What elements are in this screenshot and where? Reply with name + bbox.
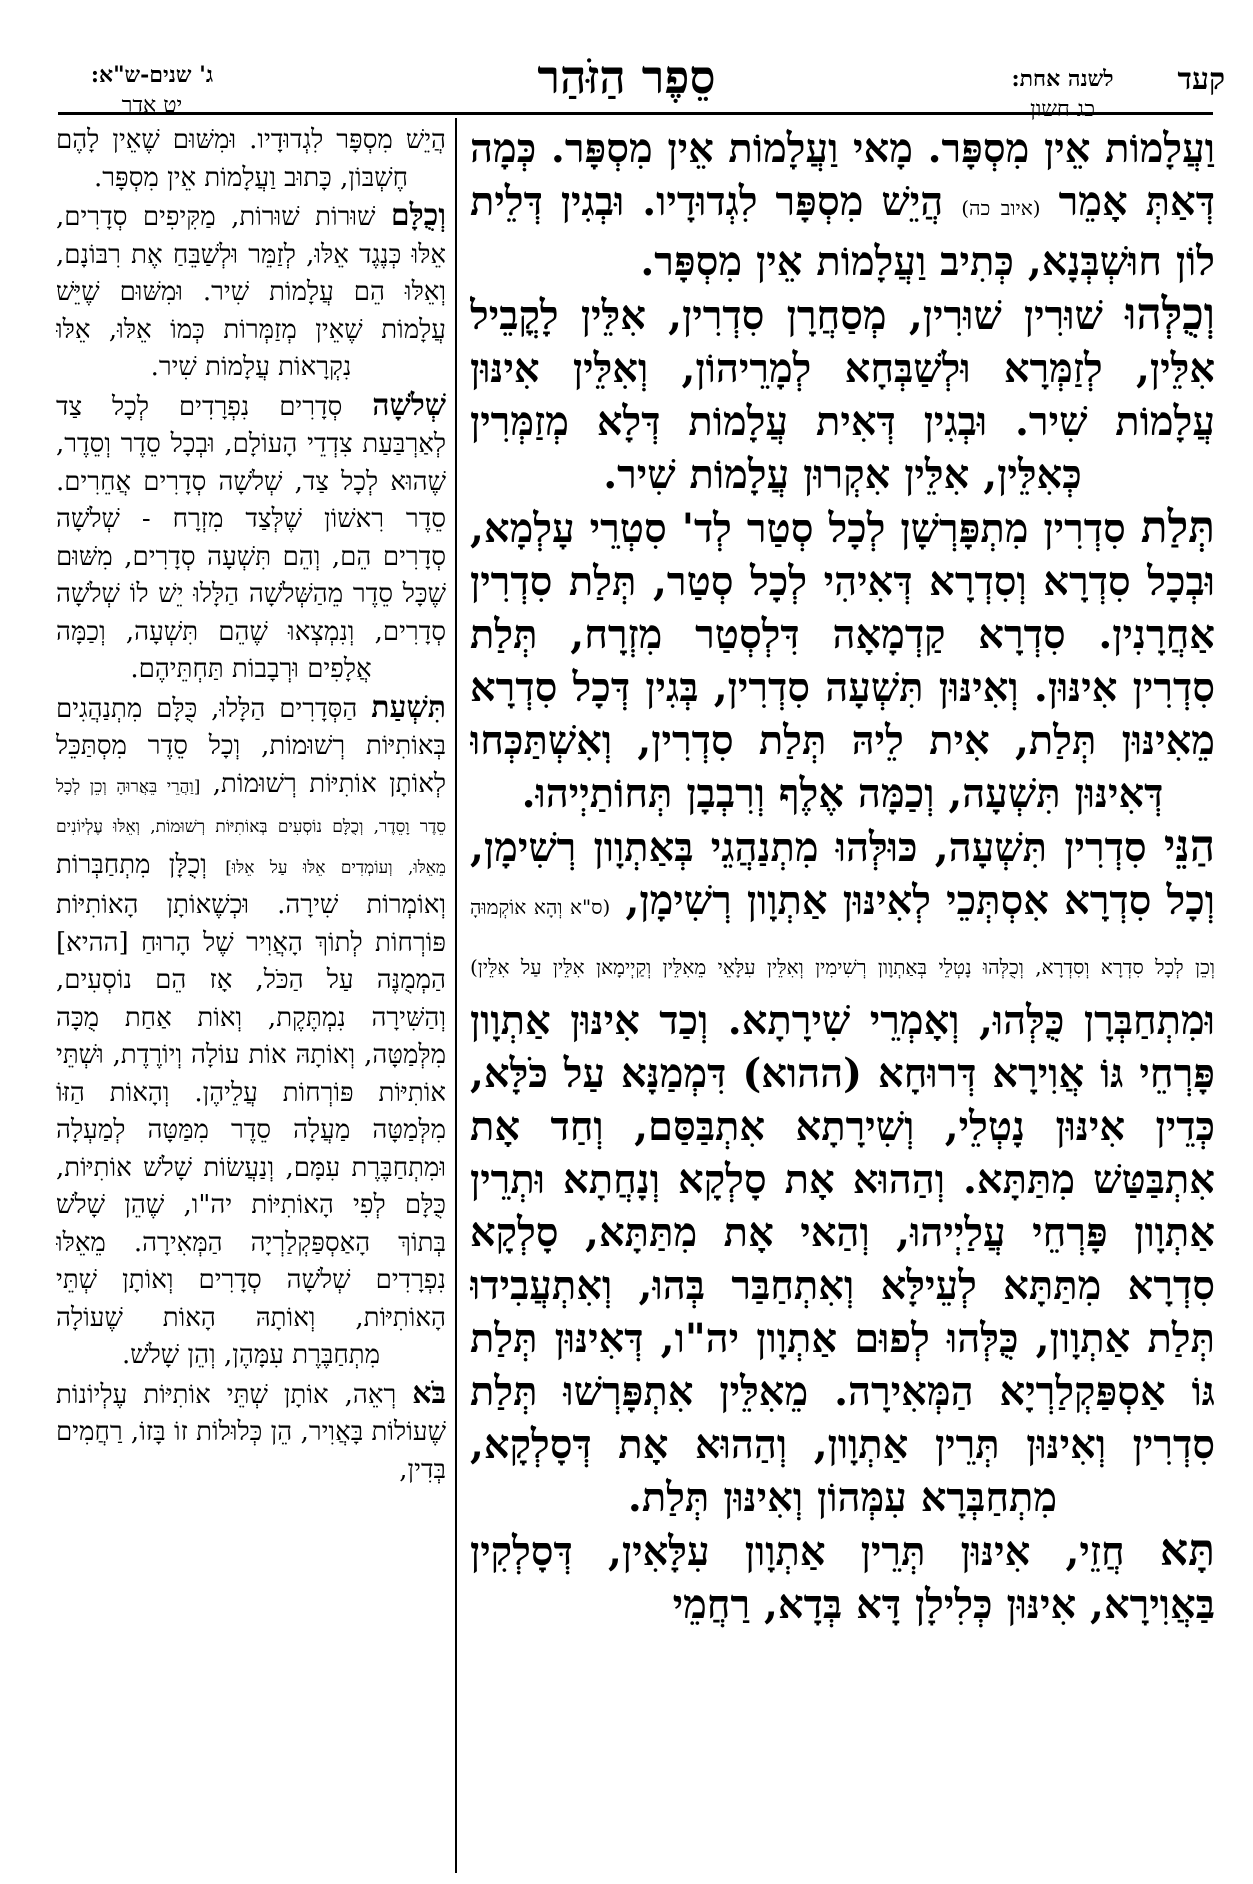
hebrew-translation-column (56, 122, 446, 1877)
paragraph-lead-word: וְכֻלָּם (390, 198, 446, 233)
header-rule (58, 112, 1213, 115)
header-left (62, 62, 242, 118)
paragraph-lead-word: הַנֵּי (1163, 821, 1215, 872)
main-paragraph-4: הַנֵּי סִדְרִין תִּשְׁעָה, כּוּלְּהוּ מִתְנַהֲגֵי בְּאַתְוָון רְשִׁימָן, וְכָל סִדְרָא אִסְתְּכֵי לְאִינּוּן אַתְוָון רְשִׁימָן, (ס"א וְהָא אוֹקְמוּהָ וְכֵן לְכָל סִדְרָא וְסִדְרָא, וְכֻלְּהוּ נָטְלֵי בְּאַתְוָון רְשִׁימִין וְאִלֵּין עִלָּאֵי מֵאִלֵּין וְקַיְימָאן אִלֵּין עַל אִלֵּין) וּמִתְחַבְּרָן כֻּלְּהוּ, וְאָמְרֵי שִׁירָתָא. וְכַד אִינּוּן אַתְוָון פָּרְחֵי גּוֹ אֲוִירָא דְּרוּחָא (ההוא) דִּמְמַנָּא עַל כֹּלָּא, כְּדֵין אִינּוּן נָטְלֵי, וְשִׁירָתָא אִתְבַּסַּם, וְחַד אָת אִתְבַּטַּשׁ מִתַּתָּא. וְהַהוּא אָת סָלְקָא וְנָחֲתָא וּתְרֵין אַתְוָון פָּרְחֵי עֲלַיְיהוּ, וְהַאי אָת מִתַּתָּא, סָלְקָא סִדְרָא מִתַּתָּא לְעֵילָּא וְאִתְחַבַּר בְּהוּ, וְאִתְעֲבִידוּ תְּלַת אַתְוָון, כֻּלְּהוּ לְפוּם אַתְוָון יה"ו, דְּאִינּוּן תְּלַת גּוֹ אַסְפַּקְלַרְיָא הַמְּאִירָה. מֵאִלֵּין אִתְפָּרְשׁוּ תְּלַת סִדְרִין וְאִינּוּן תְּרֵין אַתְוָון, וְהַהוּא אָת דְּסָלְקָא, מִתְחַבְּרָא עִמְּהוֹן וְאִינּוּן תְּלַת. (470, 821, 1215, 1521)
variant-note: (ס"א וְהָא אוֹקְמוּהָ וְכֵן לְכָל סִדְרָא וְסִדְרָא, וְכֻלְּהוּ נָטְלֵי בְּאַתְוָון רְשִׁימִין וְאִלֵּין עִלָּאֵי מֵאִלֵּין וְקַיְימָאן אִלֵּין עַל אִלֵּין) (470, 895, 1215, 979)
paragraph-lead-word: וְכֻלְּהוּ (1125, 289, 1215, 340)
side-paragraph-4: תִּשְׁעַת הַסְּדָרִים הַלָּלוּ, כֻּלָּם מִתְנַהֲגִים בְּאוֹתִיּוֹת רְשׁוּמוֹת, וְכָל סֵדֶר מִסְתַּכֵּל לְאוֹתָן אוֹתִיּוֹת רְשׁוּמוֹת, [וַהֲרֵי בֵּאֲרוּהָ וְכֵן לְכָל סֵדֶר וָסֵדֶר, וְכֻלָּם נוֹסְעִים בְּאוֹתִיּוֹת רְשׁוּמוֹת, וְאֵלּוּ עֶלְיוֹנִים מֵאֵלּוּ, וְעוֹמְדִים אֵלּוּ עַל אֵלּוּ] וְכֻלָּן מִתְחַבְּרוֹת וְאוֹמְרוֹת שִׁירָה. וּכְשֶׁאוֹתָן הָאוֹתִיּוֹת פּוֹרְחוֹת לְתוֹךְ הָאֲוִיר שֶׁל הָרוּחַ [ההיא] הַמְמֻנֶּה עַל הַכֹּל, אָז הֵם נוֹסְעִים, וְהַשִּׁירָה נִמְתֶּקֶת, וְאוֹת אַחַת מֻכָּה מִלְּמַטָּה, וְאוֹתָהּ אוֹת עוֹלָה וְיוֹרֶדֶת, וּשְׁתֵּי אוֹתִיּוֹת פּוֹרְחוֹת עֲלֵיהֶן. וְהָאוֹת הַזּוֹ מִלְּמַטָּה מַעֲלָה סֵדֶר מִמַּטָּה לְמַעְלָה וּמִתְחַבֶּרֶת עִמָּם, וְנַעֲשׂוֹת שָׁלֹשׁ אוֹתִיּוֹת, כֻּלָּם לְפִי הָאוֹתִיּוֹת יה"ו, שֶׁהֵן שָׁלֹשׁ בְּתוֹךְ הָאַסְפַּקְלַרְיָה הַמְּאִירָה. מֵאֵלּוּ נִפְרָדִים שְׁלֹשָׁה סְדָרִים וְאוֹתָן שְׁתֵּי הָאוֹתִיּוֹת, וְאוֹתָהּ הָאוֹת שֶׁעוֹלָה מִתְחַבֶּרֶת עִמָּהֶן, וְהֵן שָׁלֹשׁ. (56, 689, 446, 1370)
main-paragraph-2: וְכֻלְּהוּ שׁוּרִין שׁוּרִין, מְסַחֲרָן סִדְרִין, אִלֵּין לָקֳבֵיל אִלֵּין, לְזַמְּרָא וּלְשַׁבְּחָא לְמָרֵיהוֹן, וְאִלֵּין אִינּוּן עֲלָמוֹת שִׁיר. וּבְגִין דְּאִית עֲלָמוֹת דְּלָא מְזַמְּרִין כְּאִלֵּין, אִלֵּין אִקְרוּן עֲלָמוֹת שִׁיר. (470, 289, 1215, 498)
paragraph-lead-word: שְׁלֹשָׁה (372, 387, 446, 423)
side-paragraph-2: וְכֻלָּם שׁוּרוֹת שׁוּרוֹת, מַקִּיפִים סְדָרִים, אֵלּוּ כְּנֶגֶד אֵלּוּ, לְזַמֵּר וּלְשַׁבֵּחַ אֶת רִבּוֹנָם, וְאֵלּוּ הֵם עֲלָמוֹת שִׁיר. וּמִשּׁוּם שֶׁיֵּשׁ עֲלָמוֹת שֶׁאֵין מְזַמְּרוֹת כְּמוֹ אֵלּוּ, אֵלּוּ נִקְרָאוֹת עֲלָמוֹת שִׁיר. (56, 198, 446, 382)
aramaic-column (470, 122, 1215, 1877)
book-title: סֵפֶר הַזֹּהַר (537, 50, 716, 104)
date-label: לשנה אחת: (1011, 66, 1114, 92)
paragraph-lead-word: תָּא (1159, 1525, 1215, 1576)
main-paragraph-1: וַעֲלָמוֹת אֵין מִסְפָּר. מָאי וַעֲלָמוֹת אֵין מִסְפָּר. כְּמָה דְּאַתְּ אָמֵר (איוב כה) הֲיֵשׁ מִסְפָּר לִגְדוּדָיו. וּבְגִין דְּלֵית לוֹן חוּשְׁבְּנָא, כְּתִיב וַעֲלָמוֹת אֵין מִסְפָּר. (470, 125, 1215, 285)
paragraph-lead-word: בֹּא (412, 1375, 446, 1411)
page-number: קעד (1177, 62, 1225, 97)
paragraph-lead-word: תְּלַת (1140, 502, 1215, 553)
main-paragraph-3: תְּלַת סִדְרִין מִתְפָּרְשָׁן לְכָל סְטַר לְד' סִטְרֵי עָלְמָא, וּבְכָל סִדְרָא וְסִדְרָא דְּאִיהִי לְכָל סְטַר, תְּלַת סִדְרִין אַחֲרָנִין. סִדְרָא קַדְמָאָה דִּלְסְטַר מִזְרָח, תְּלַת סִדְרִין אִינּוּן. וְאִינּוּן תִּשְׁעָה סִדְרִין, בְּגִין דְּכָל סִדְרָא מֵאִינּוּן תְּלַת, אִית לֵיהּ תְּלַת סִדְרִין, וְאִשְׁתַּכְּחוּ דְּאִינּוּן תִּשְׁעָה, וְכַמָּה אֶלֶף וְרִבְבָן תְּחוֹתַיְיהוּ. (470, 502, 1215, 817)
main-paragraph-5: תָּא חֲזֵי, אִינּוּן תְּרֵין אַתְוָון עִלָּאִין, דְּסָלְקִין בַּאֲוִירָא, אִינּוּן כְּלִילָן דָּא בְּדָא, רַחֲמֵי (470, 1525, 1215, 1628)
date-value: כג חשון (1030, 97, 1095, 122)
side-paragraph-3: שְׁלֹשָׁה סְדָרִים נִפְרָדִים לְכָל צַד לְאַרְבַּעַת צִדְדֵי הָעוֹלָם, וּבְכָל סֵדֶר וְסֵדֶר, שֶׁהוּא לְכָל צַד, שְׁלֹשָׁה סְדָרִים אֲחֵרִים. סֵדֶר רִאשׁוֹן שֶׁלְּצַד מִזְרָח - שְׁלֹשָׁה סְדָרִים הֵם, וְהֵם תִּשְׁעָה סְדָרִים, מִשּׁוּם שֶׁכָּל סֵדֶר מֵהַשְּׁלֹשָׁה הַלָּלוּ יֵשׁ לוֹ שְׁלֹשָׁה סְדָרִים, וְנִמְצְאוּ שֶׁהֵם תִּשְׁעָה, וְכַמָּה אֲלָפִים וּרְבָבוֹת תַּחְתֵּיהֶם. (56, 387, 446, 684)
side-paragraph-5: בֹּא רְאֵה, אוֹתָן שְׁתֵּי אוֹתִיּוֹת עֶלְיוֹנוֹת שֶׁעוֹלוֹת בָּאֲוִיר, הֵן כְּלוּלוֹת זוֹ בָּזוֹ, רַחֲמִים בְּדִין, (56, 1375, 446, 1485)
verse-reference: (איוב כה) (961, 196, 1041, 220)
date-label: ג' שנים-ש"א: (90, 62, 214, 88)
variant-note: [וַהֲרֵי בֵּאֲרוּהָ וְכֵן לְכָל סֵדֶר וָסֵדֶר, וְכֻלָּם נוֹסְעִים בְּאוֹתִיּוֹת רְשׁוּמוֹת, וְאֵלּוּ עֶלְיוֹנִים מֵאֵלּוּ, וְעוֹמְדִים אֵלּוּ עַל אֵלּוּ] (56, 776, 446, 878)
side-paragraph-1: הֲיֵשׁ מִסְפָּר לִגְדוּדָיו. וּמִשּׁוּם שֶׁאֵין לָהֶם חֶשְׁבּוֹן, כָּתוּב וַעֲלָמוֹת אֵין מִסְפָּר. (56, 125, 446, 193)
paragraph-lead-word: תִּשְׁעַת (371, 689, 446, 725)
date-value: יט אדר (121, 93, 183, 118)
column-divider (455, 118, 457, 1873)
